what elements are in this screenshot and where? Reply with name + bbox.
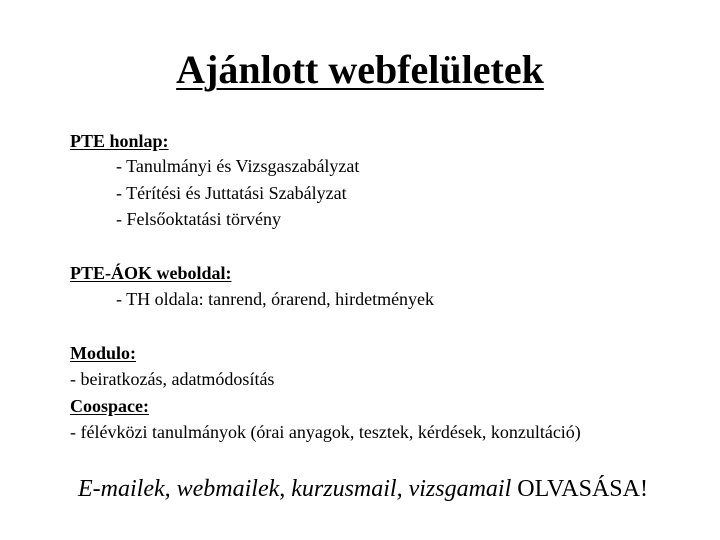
page-title: Ajánlott webfelületek [176, 47, 544, 92]
coospace-item: - félévközi tanulmányok (órai anyagok, tesztek, kérdések, konzultáció) [70, 422, 581, 442]
pte-honlap-item-felsooktatasi: - Felsőoktatási törvény [116, 209, 281, 229]
pte-aok-item-th-oldala: - TH oldala: tanrend, órarend, hirdetmények [116, 289, 435, 309]
coospace-heading: Coospace: [70, 396, 149, 416]
pte-honlap-item-tanulmanyi: - Tanulmányi és Vizsgaszabályzat [116, 156, 360, 176]
email-reminder [78, 474, 648, 504]
email-reminder-italic: E-mailek, webmailek, kurzusmail, vizsgamail [78, 476, 512, 502]
modulo-heading: Modulo: [70, 343, 137, 363]
pte-honlap-item-teritesi: - Térítési és Juttatási Szabályzat [116, 183, 347, 203]
modulo-item: - beiratkozás, adatmódosítás [70, 369, 275, 389]
pte-honlap-heading: PTE honlap: [70, 131, 169, 151]
pte-aok-heading: PTE-ÁOK weboldal: [70, 263, 232, 283]
email-reminder-emphasis: OLVASÁSA! [511, 476, 648, 502]
